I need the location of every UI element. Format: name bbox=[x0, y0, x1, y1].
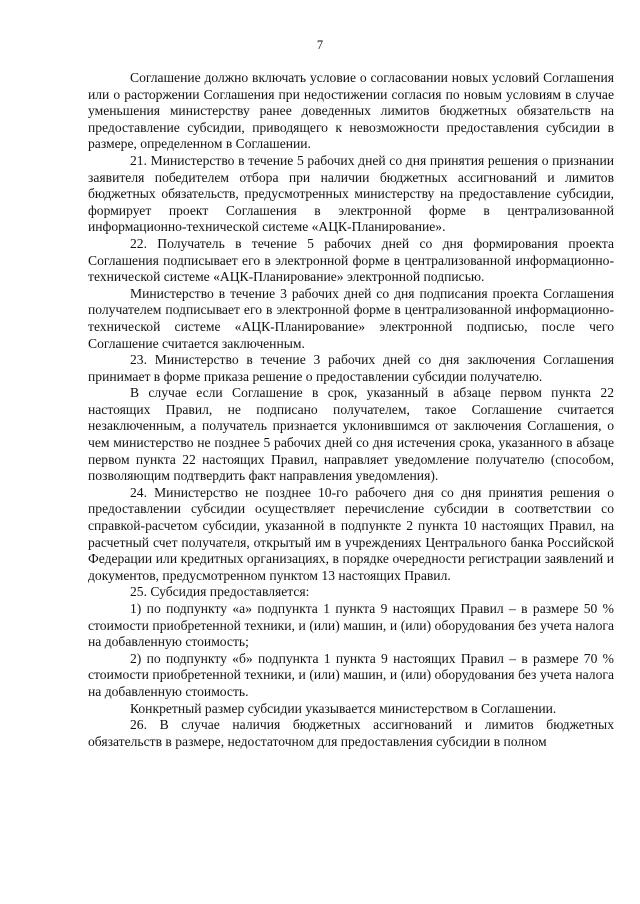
paragraph-21: 21. Министерство в течение 5 рабочих дней со дня принятия решения о признании заявителя победителем отбора при наличии бюджетных ассигнований и лимитов бюджетных обязательств, предусмотренных министерству на предоставление субсидии, формирует проект Соглашения в электронной форме в централизованной информационно-технической системе «АЦК-Планирование». bbox=[88, 152, 614, 235]
paragraph-22: 22. Получатель в течение 5 рабочих дней со дня формирования проекта Соглашения подписывает его в электронной форме в централизованной информационно-технической системе «АЦК-Планирование» электронной подписью. bbox=[88, 235, 614, 285]
document-body bbox=[88, 70, 614, 750]
paragraph-25-item-2: 2) по подпункту «б» подпункта 1 пункта 9 настоящих Правил – в размере 70 % стоимости приобретенной техники, и (или) машин, и (или) оборудования без учета налога на добавленную стоимость. bbox=[88, 650, 614, 699]
paragraph-25: 25. Субсидия предоставляется: bbox=[130, 584, 310, 600]
paragraph-26: 26. В случае наличия бюджетных ассигнований и лимитов бюджетных обязательств в размере, недостаточном для предоставления субсидии в полном bbox=[88, 717, 614, 749]
paragraph-25-specific-amount: Конкретный размер субсидии указывается министерством в Соглашении. bbox=[130, 700, 557, 716]
paragraph-24: 24. Министерство не позднее 10-го рабочего дня со дня принятия решения о предоставлении субсидии осуществляет перечисление субсидии в соответствии со справкой-расчетом субсидии, указанной в подпункте 2 пункта 10 настоящих Правил, на расчетный счет получателя, открытый им в учреждениях Центрального банка Российской Федерации или кредитных организациях, в порядке очередности регистрации заявлений и документов, предусмотренном пунктом 13 настоящих Правил. bbox=[88, 484, 614, 583]
paragraph-23: 23. Министерство в течение 3 рабочих дней со дня заключения Соглашения принимает в форме приказа решение о предоставлении субсидии получателю. bbox=[88, 352, 614, 384]
paragraph-agreement-condition: Соглашение должно включать условие о согласовании новых условий Соглашения или о расторжении Соглашения при недостижении согласия по новым условиям в случае уменьшения министерству ранее доведенных лимитов бюджетных обязательств на предоставление субсидии, приводящего к невозможности предоставления субсидии в размере, определенном в Соглашении. bbox=[88, 70, 614, 152]
page-number: 7 bbox=[316, 38, 324, 52]
paragraph-25-item-1: 1) по подпункту «а» подпункта 1 пункта 9 настоящих Правил – в размере 50 % стоимости приобретенной техники, и (или) машин, и (или) оборудования без учета налога на добавленную стоимость; bbox=[88, 601, 614, 650]
paragraph-23-unsigned-agreement: В случае если Соглашение в срок, указанный в абзаце первом пункта 22 настоящих Правил, не подписано получателем, такое Соглашение считается незаключенным, а получатель признается уклонившимся от заключения Соглашения, о чем министерство не позднее 5 рабочих дней со дня истечения срока, указанного в абзаце первом пункта 22 настоящих Правил, направляет уведомление получателю (способом, позволяющим подтвердить факт направления уведомления). bbox=[88, 385, 614, 484]
paragraph-22-ministry-signing: Министерство в течение 3 рабочих дней со дня подписания проекта Соглашения получателем подписывает его в электронной форме в централизованной информационно-технической системе «АЦК-Планирование» электронной подписью, после чего Соглашение считается заключенным. bbox=[88, 285, 614, 351]
